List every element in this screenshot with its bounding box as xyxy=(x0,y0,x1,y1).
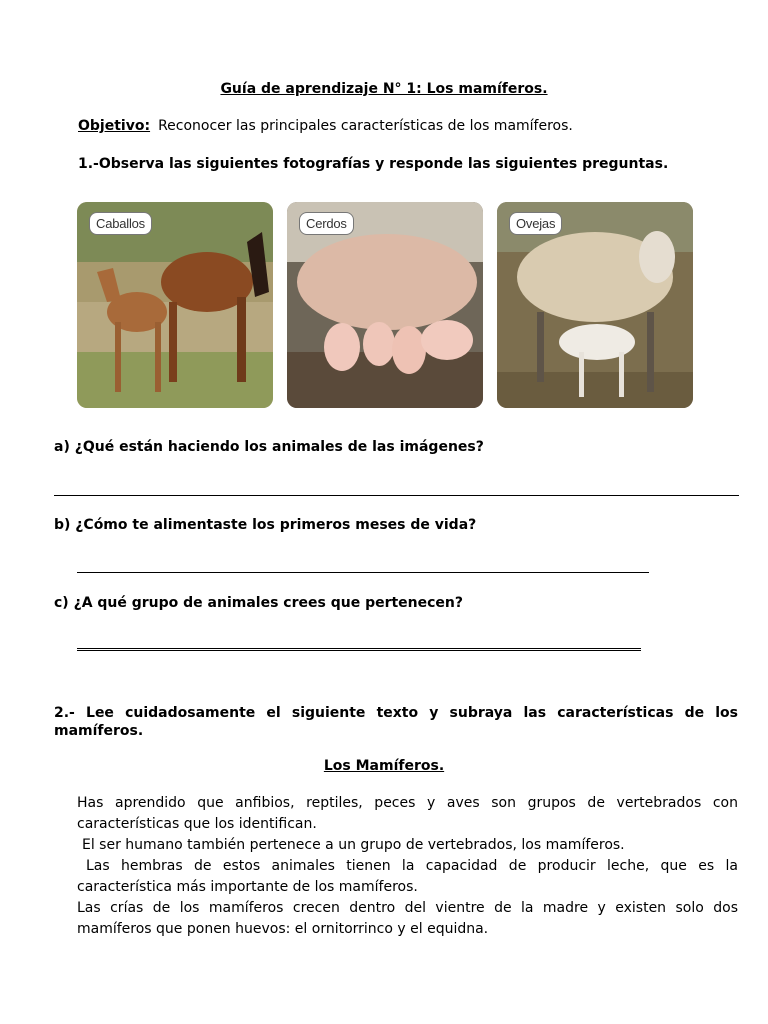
paragraph-1-line-2: características que los identifican. xyxy=(77,816,317,832)
answer-line-a[interactable] xyxy=(54,495,739,496)
paragraph-3-line-1: Las hembras de estos animales tienen la capacidad de producir leche, que es la xyxy=(86,858,738,874)
sheep-photo xyxy=(497,202,693,408)
answer-line-c[interactable] xyxy=(77,648,641,651)
paragraph-4-line-1: Las crías de los mamíferos crecen dentro del vientre de la madre y existen solo dos xyxy=(77,900,738,916)
page-title: Guía de aprendizaje N° 1: Los mamíferos. xyxy=(220,81,548,97)
paragraph-4-line-2: mamíferos que ponen huevos: el ornitorrinco y el equidna. xyxy=(77,921,489,937)
reading-title: Los Mamíferos. xyxy=(323,758,445,774)
photo-label-cerdos: Cerdos xyxy=(299,212,354,235)
pigs-photo xyxy=(287,202,483,408)
section-2-heading: 2.- Lee cuidadosamente el siguiente texto y subraya las características de los mamíferos. xyxy=(54,705,738,739)
question-c: c) ¿A qué grupo de animales crees que pertenecen? xyxy=(54,595,464,611)
paragraph-2: El ser humano también pertenece a un grupo de vertebrados, los mamíferos. xyxy=(82,837,625,853)
paragraph-1-line-1: Has aprendido que anfibios, reptiles, peces y aves son grupos de vertebrados con xyxy=(77,795,738,811)
objective-text: Reconocer las principales características de los mamíferos. xyxy=(158,118,573,134)
paragraph-3-line-2: característica más importante de los mamíferos. xyxy=(77,879,418,895)
answer-line-b[interactable] xyxy=(77,572,649,573)
photo-label-ovejas: Ovejas xyxy=(509,212,562,235)
objective xyxy=(78,118,573,134)
horses-photo xyxy=(77,202,273,408)
question-a: a) ¿Qué están haciendo los animales de las imágenes? xyxy=(54,439,484,455)
photo-label-caballos: Caballos xyxy=(89,212,152,235)
question-b: b) ¿Cómo te alimentaste los primeros meses de vida? xyxy=(54,517,477,533)
question-1-heading: 1.-Observa las siguientes fotografías y responde las siguientes preguntas. xyxy=(78,156,669,172)
objective-label: Objetivo: xyxy=(78,118,151,134)
